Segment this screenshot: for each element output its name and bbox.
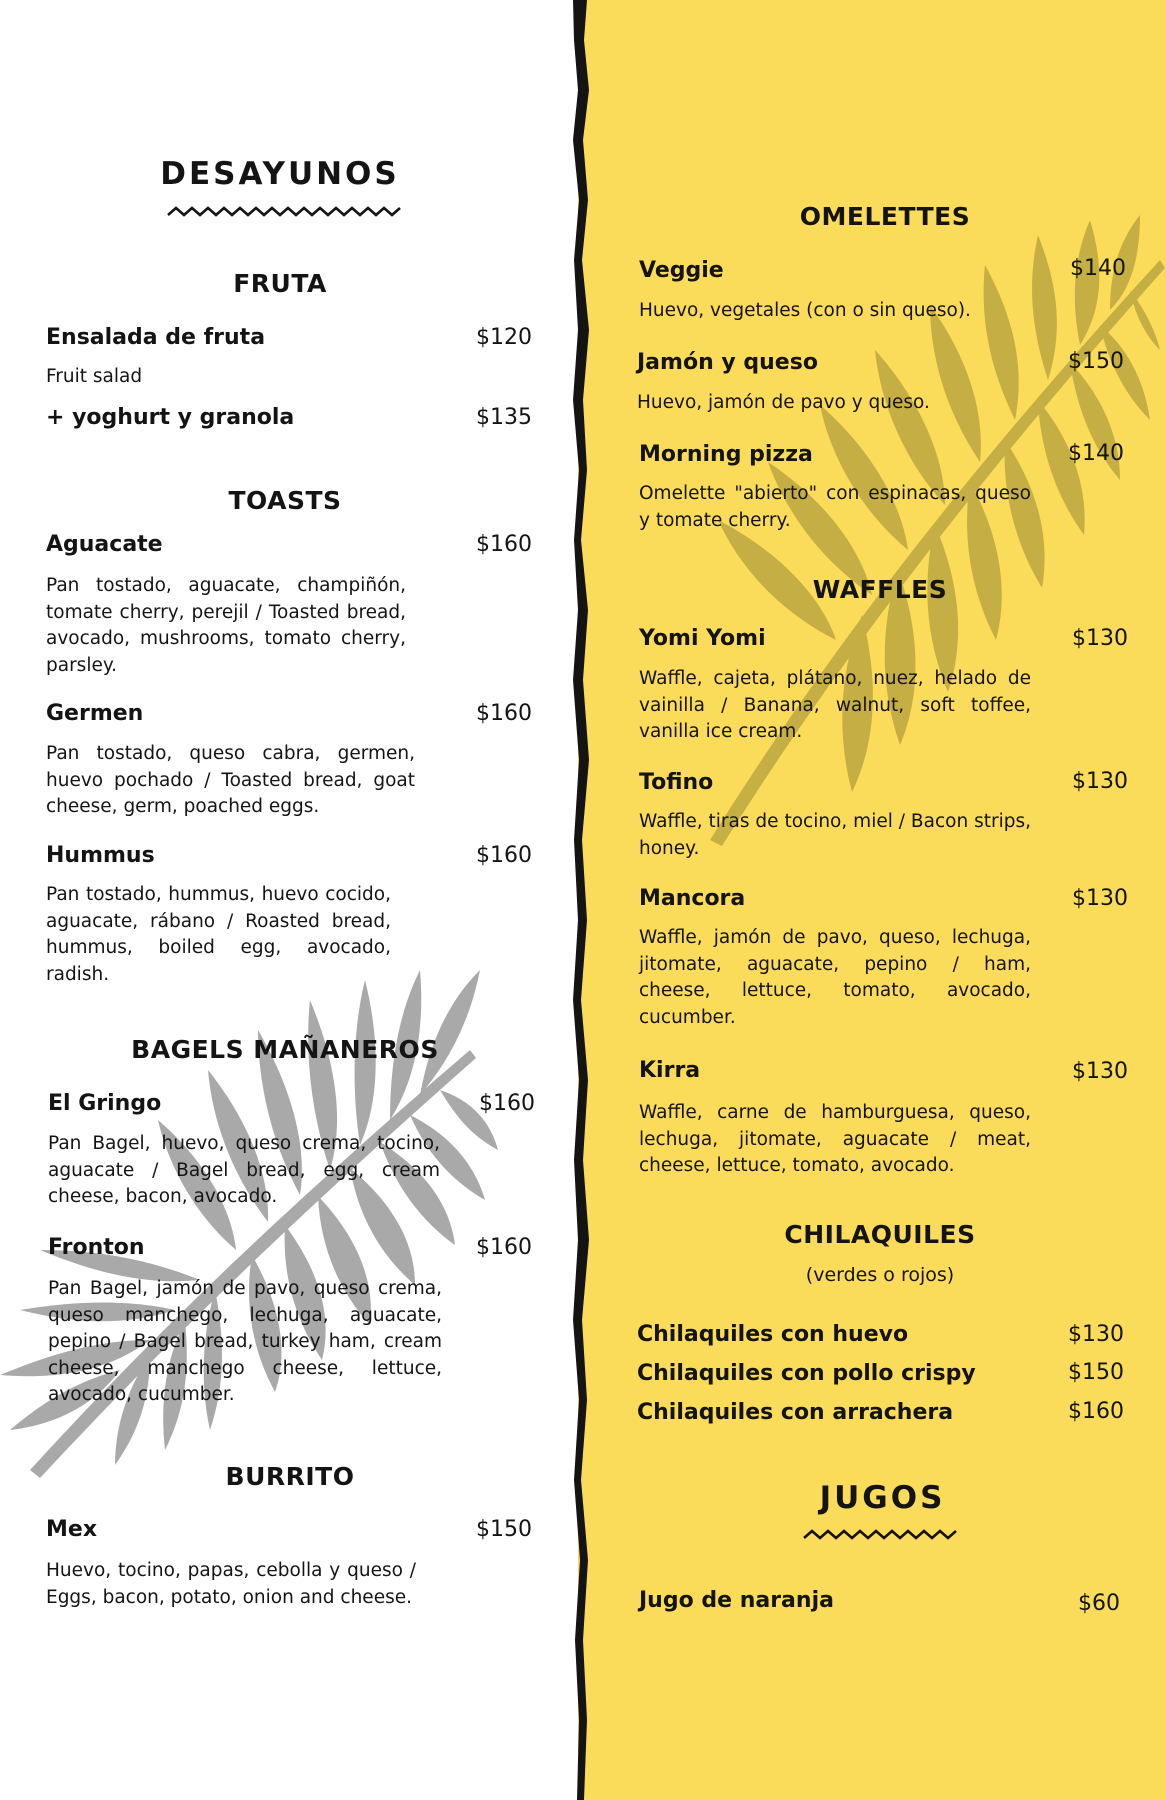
item-price: $120 [476,325,532,350]
item-price: $130 [1072,886,1128,911]
item-price: $150 [1068,349,1124,374]
menu-title: DESAYUNOS [160,156,400,192]
section-note: (verdes o rojos) [805,1264,955,1286]
item-name: Mancora [639,886,746,911]
drinks-title: JUGOS [819,1480,946,1516]
item-price: $150 [1068,1360,1124,1385]
item-name: Chilaquiles con pollo crispy [637,1361,976,1386]
item-price: $160 [476,701,532,726]
item-description: Pan Bagel, jamón de pavo, queso crema, queso manchego, lechuga, aguacate, pepino / Bagel bread, turkey ham, cream cheese, manchego cheese, lettuce, avocado, cucumber. [48,1278,442,1405]
item-price: $160 [476,843,532,868]
item-name: Ensalada de fruta [46,325,266,350]
section-heading-chilaquiles: CHILAQUILES [784,1220,976,1249]
squiggle-underline-icon [802,1526,962,1544]
item-price: $130 [1072,1059,1128,1084]
item-name: + yoghurt y granola [46,405,295,430]
item-description: Waffle, jamón de pavo, queso, lechuga, jitomate, aguacate, pepino / ham, cheese, lettuce, tomato, avocado, cucumber. [639,927,1031,1028]
item-price: $150 [476,1517,532,1542]
item-description: Fruit salad [46,366,143,387]
item-price: $130 [1072,626,1128,651]
item-name: Veggie [639,258,724,283]
item-description: Omelette "abierto" con espinacas, queso y tomate cherry. [639,483,1031,531]
item-description: Waffle, carne de hamburguesa, queso, lechuga, jitomate, aguacate / meat, cheese, lettuce, tomato, avocado. [639,1102,1031,1176]
section-heading-waffles: WAFFLES [812,575,948,604]
item-price: $140 [1068,441,1124,466]
item-description: Pan Bagel, huevo, queso crema, tocino, aguacate / Bagel bread, egg, cream cheese, bacon, avocado. [48,1133,440,1207]
section-heading-omelettes: OMELETTES [799,202,971,231]
torn-divider [565,0,595,1800]
item-name: Chilaquiles con huevo [637,1322,909,1347]
item-price: $160 [476,532,532,557]
section-heading-fruta: FRUTA [233,269,327,298]
section-heading-burrito: BURRITO [225,1462,355,1491]
section-heading-bagels: BAGELS MAÑANEROS [131,1035,439,1064]
item-description: Waffle, cajeta, plátano, nuez, helado de vainilla / Banana, walnut, soft toffee, vanilla ice cream. [639,668,1031,742]
item-name: Kirra [639,1058,701,1083]
item-description: Waffle, tiras de tocino, miel / Bacon strips, honey. [639,811,1031,859]
item-description: Huevo, tocino, papas, cebolla y queso / Eggs, bacon, potato, onion and cheese. [46,1560,416,1608]
item-name: Yomi Yomi [639,626,766,651]
item-name: Jamón y queso [637,350,818,375]
item-price: $135 [476,405,532,430]
item-price: $60 [1078,1591,1120,1616]
item-name: Chilaquiles con arrachera [637,1400,954,1425]
item-name: El Gringo [48,1091,162,1116]
item-price: $160 [476,1235,532,1260]
item-name: Jugo de naranja [639,1588,834,1613]
item-price: $160 [1068,1399,1124,1424]
item-name: Tofino [639,770,714,795]
section-heading-toasts: TOASTS [228,486,342,515]
item-name: Germen [46,701,144,726]
item-name: Aguacate [46,532,163,557]
squiggle-underline-icon [166,203,406,221]
item-description: Pan tostado, hummus, huevo cocido, aguacate, rábano / Roasted bread, hummus, boiled egg, avocado, radish. [46,884,391,985]
item-name: Mex [46,1517,98,1542]
item-price: $160 [479,1091,535,1116]
item-description: Pan tostado, aguacate, champiñón, tomate cherry, perejil / Toasted bread, avocado, mushrooms, tomato cherry, parsley. [46,575,406,676]
item-description: Pan tostado, queso cabra, germen, huevo pochado / Toasted bread, goat cheese, germ, poached eggs. [46,743,415,817]
item-description: Huevo, jamón de pavo y queso. [637,392,930,413]
item-price: $130 [1068,1322,1124,1347]
item-description: Huevo, vegetales (con o sin queso). [639,300,971,321]
item-name: Fronton [48,1235,145,1260]
item-price: $130 [1072,769,1128,794]
item-price: $140 [1070,256,1126,281]
item-name: Hummus [46,843,155,868]
item-name: Morning pizza [639,442,813,467]
